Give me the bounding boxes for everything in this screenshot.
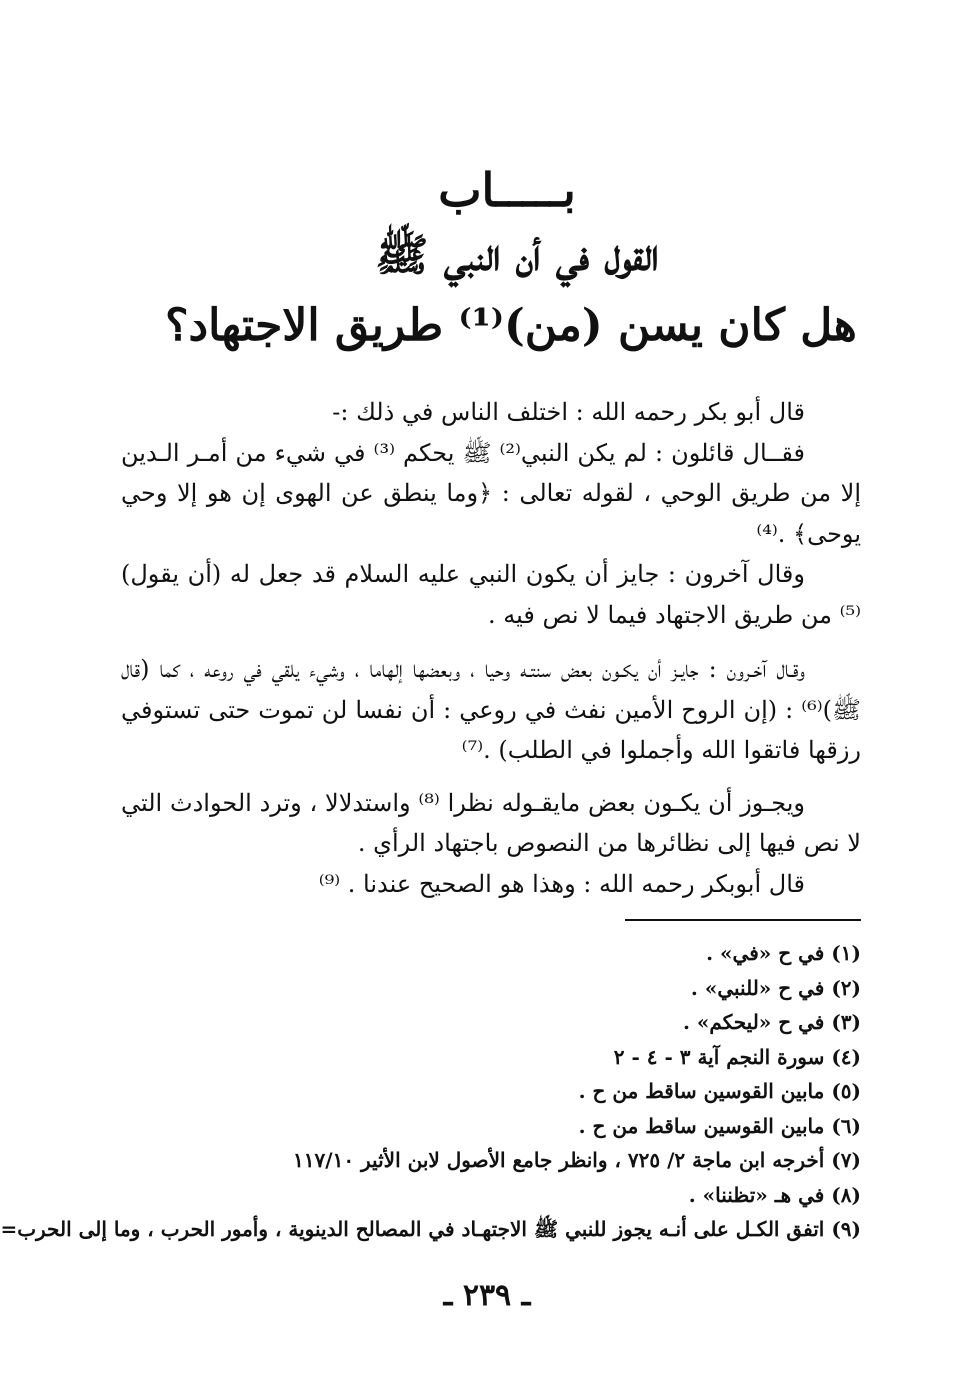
main-text <box>121 392 861 904</box>
footnote-6: (٦) مابين القوسين ساقط من ح . <box>578 1113 861 1138</box>
paragraph-3: وقال آخرون : جايز أن يكون النبي عليه السلام قد جعل له (أن يقول)⁽⁵⁾ من طريق الاجتهاد فيما لا نص فيه . <box>121 560 861 629</box>
heading-line-2-text: هل كان يسن (من)⁽¹⁾ طريق الاجتهاد؟ <box>165 300 857 351</box>
footnote-9: (٩) اتفق الكـل على أنـه يجوز للنبي ﷺ الاجتهـاد في المصالح الدينوية ، وأمور الحرب ، وما إلى الحرب= <box>0 1217 861 1241</box>
footnote-8: (٨) في هـ «تظننا» . <box>688 1182 861 1207</box>
footnote-separator <box>625 919 861 921</box>
page-number: ـ ٢٣٩ ـ <box>443 1278 531 1313</box>
heading-line-2 <box>17 294 957 358</box>
paragraph-6: قال أبوبكر رحمه الله : وهذا هو الصحيح عندنا . ⁽⁹⁾ <box>318 869 805 898</box>
heading-bab: بـــــاب <box>438 163 576 217</box>
paragraph-5: ويجـوز أن يكـون بعض مايقـوله نظرا ⁽⁸⁾ واستدلالا ، وترد الحوادث التي لا نص فيها إلى نظائرها من النصوص باجتهاد الرأي . <box>121 788 861 857</box>
chapter-heading <box>17 160 957 358</box>
footnote-1: (١) في ح «في» . <box>706 941 861 965</box>
heading-line-1-text: القول في أن النبي ﷺ <box>375 230 659 281</box>
footnote-3: (٣) في ح «ليحكم» . <box>682 1010 861 1034</box>
footnote-2: (٢) في ح «للنبي» . <box>690 975 861 1000</box>
paragraph-2: فقــال قائلون : لم يكن النبي⁽²⁾ ﷺ يحكم ⁽³⁾ في شيء من أمـر الـدين إلا من طريق الوحي ، لقوله تعالى : ﴿وما ينطق عن الهوى إن هو إلا وحي يوحى﴾ .⁽⁴⁾ <box>121 438 861 548</box>
footnote-4: (٤) سورة النجم آية ٣ - ٤ - ٢ <box>613 1044 861 1069</box>
paragraph-4: وقـال آخـرون : جايـز أن يكـون بعض سنتـه وحيا ، وبعضها إلهاما ، وشيء يلقي في روعه ، كما (قال ﷺ)⁽⁶⁾ : (إن الروح الأمين نفث في روعي : أن نفسا لن تموت حتى تستوفي رزقها فاتقوا الله وأجملوا في الطلب) .⁽⁷⁾ <box>121 655 861 764</box>
footnote-7: (٧) أخرجه ابن ماجة ٢/ ٧٢٥ ، وانظر جامع الأصول لابن الأثير ١١٧/١٠ <box>293 1148 861 1172</box>
footnotes <box>0 936 861 1247</box>
footnote-5: (٥) مابين القوسين ساقط من ح . <box>578 1079 861 1103</box>
heading-line-1 <box>17 224 957 288</box>
paragraph-1: قال أبو بكر رحمه الله : اختلف الناس في ذلك :- <box>332 398 805 426</box>
